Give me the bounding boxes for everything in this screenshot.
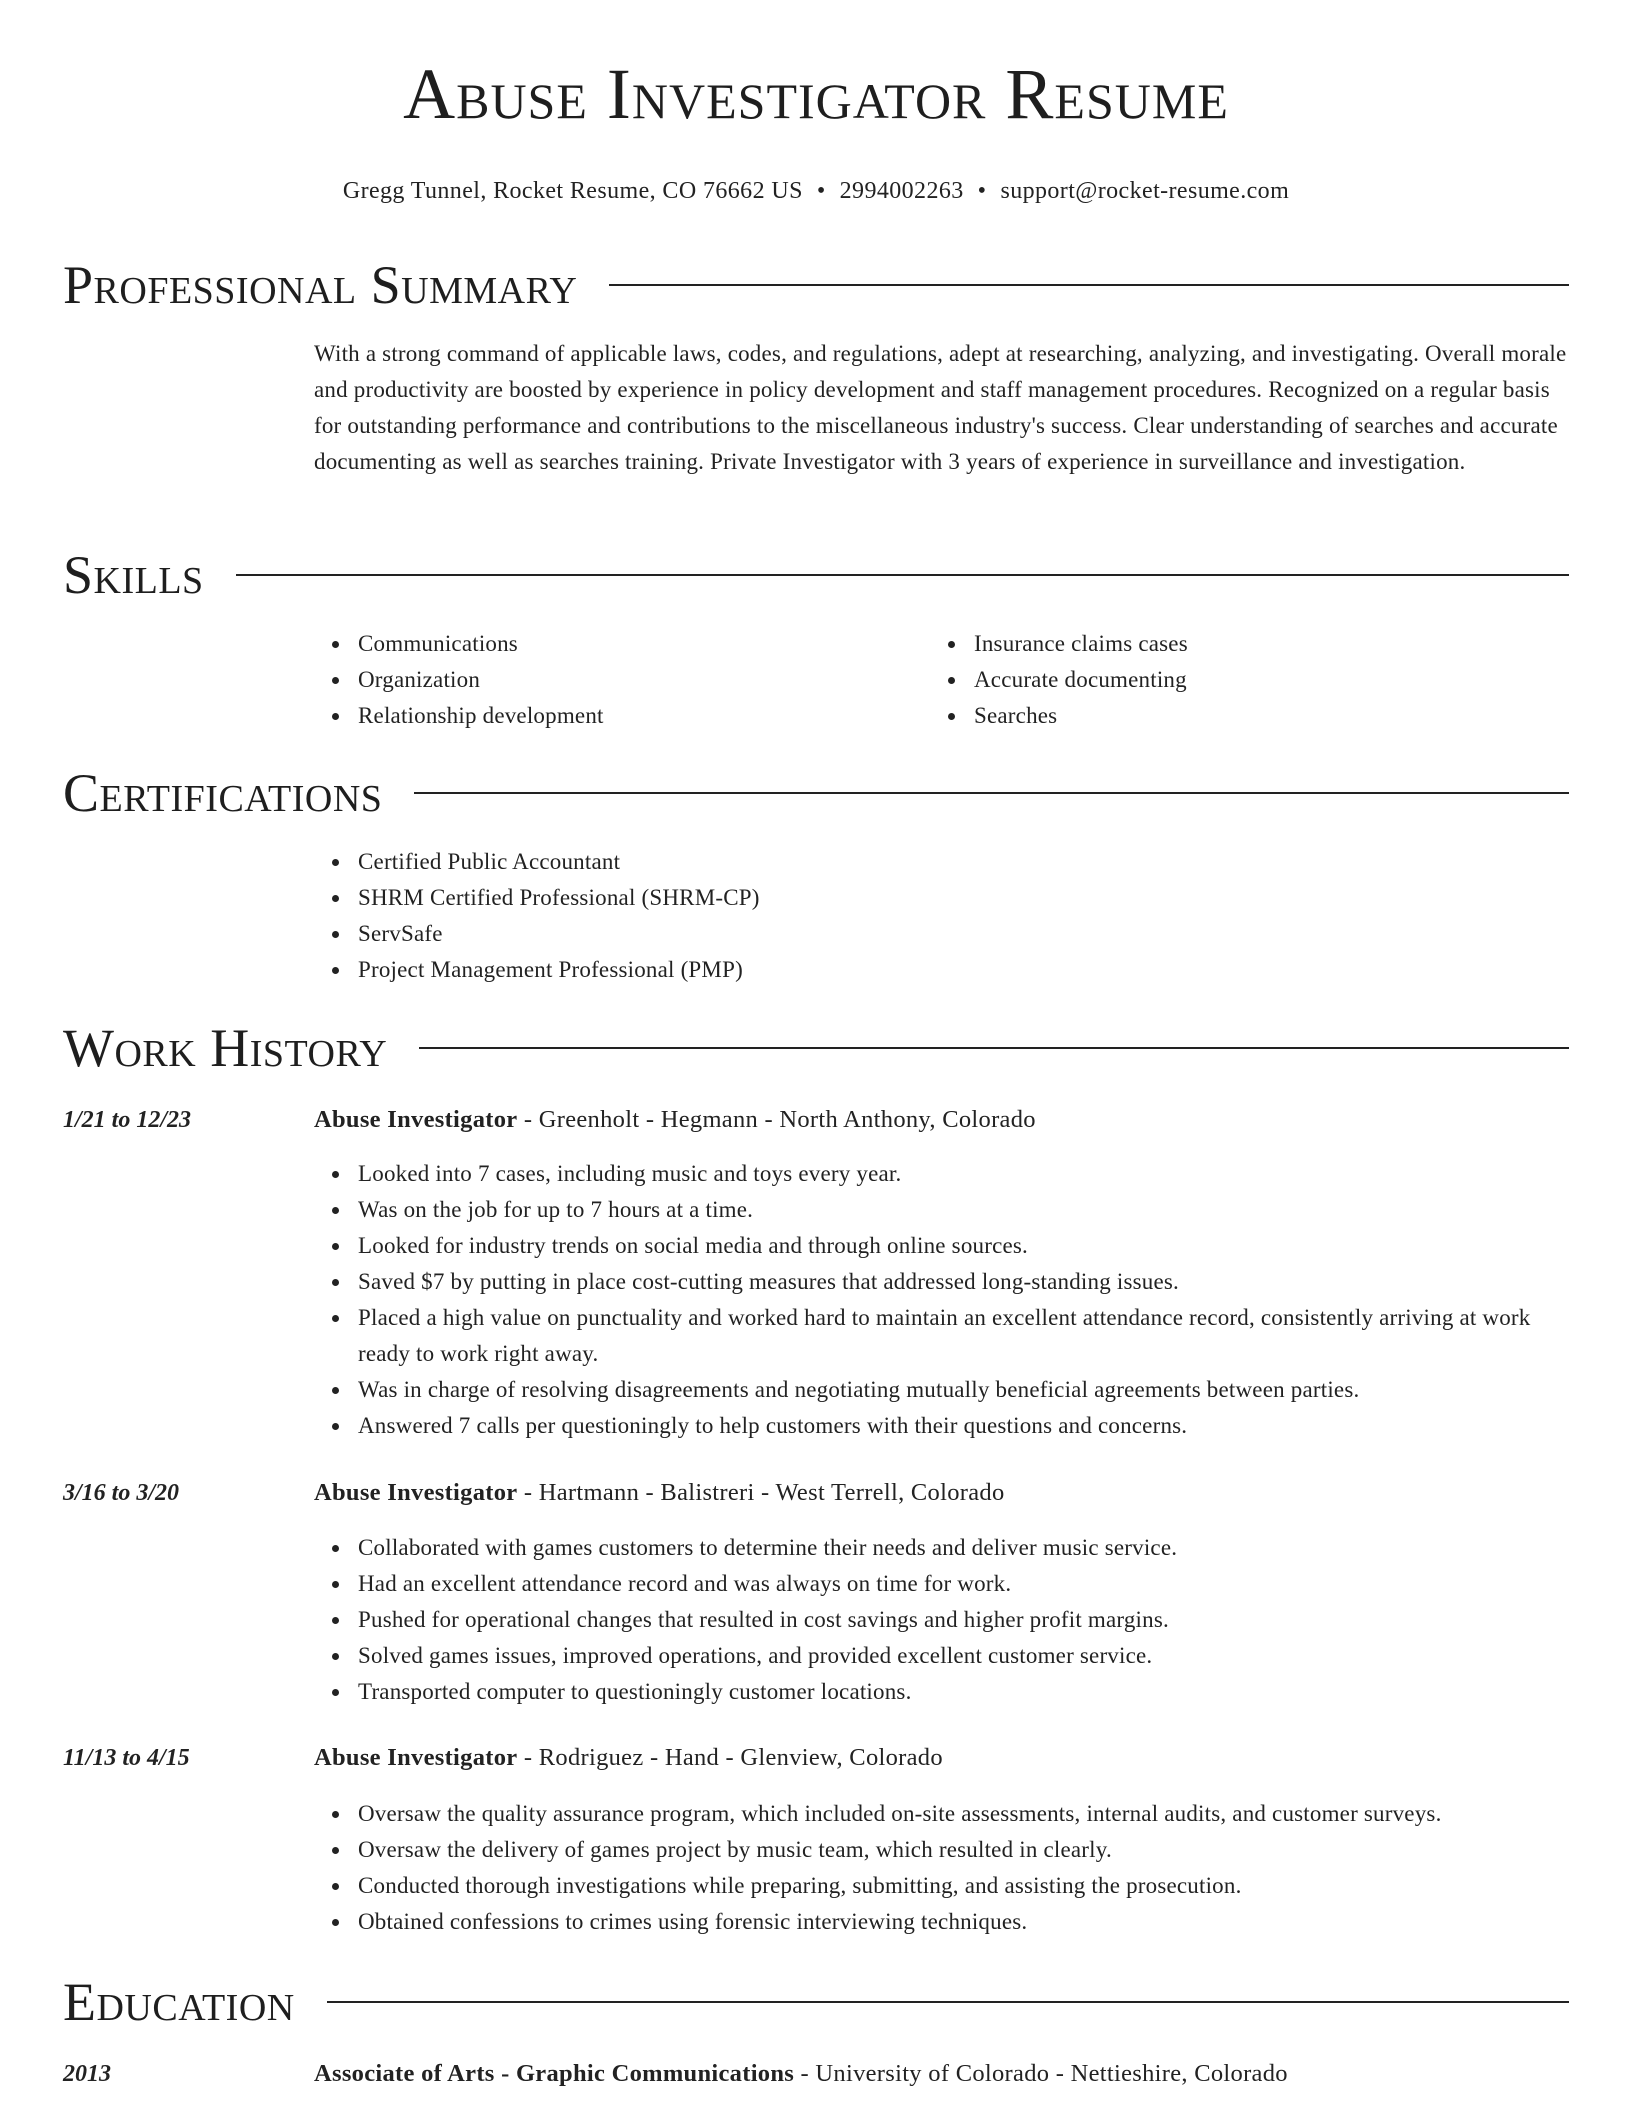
job-bullet: Answered 7 calls per questioningly to help customers with their questions and concerns. [358, 1408, 1576, 1444]
job-bullets [314, 1156, 1576, 1444]
education-heading: Education [63, 1972, 295, 2032]
contact-separator: • [977, 178, 987, 204]
certification-item: SHRM Certified Professional (SHRM-CP) [358, 880, 1574, 916]
job-bullets [314, 1530, 1576, 1710]
job-dates: 11/13 to 4/15 [63, 1745, 190, 1771]
section-divider [327, 2001, 1569, 2003]
education-section-header [63, 1972, 1569, 2032]
skill-item: Communications [358, 626, 914, 662]
education-school: - University of Colorado - Nettieshire, Colorado [794, 2060, 1288, 2087]
contact-separator: • [816, 178, 826, 204]
summary-section-header [63, 255, 1569, 315]
job-heading [314, 1478, 1005, 1508]
contact-line [0, 176, 1632, 206]
skill-item: Relationship development [358, 698, 914, 734]
summary-text: With a strong command of applicable laws, codes, and regulations, adept at researching, analyzing, and investigating. Overall morale and productivity are boosted by experience in policy development and staff management procedures. Recognized on a regular basis for outstanding performance and contributions to the miscellaneous industry's success. Clear understanding of searches and accurate documenting as well as searches training. Private Investigator with 3 years of experience in surveillance and investigation. [314, 341, 1567, 474]
job-dates: 1/21 to 12/23 [63, 1107, 192, 1133]
skills-section-header [63, 545, 1569, 605]
job-bullet: Looked into 7 cases, including music and toys every year. [358, 1156, 1576, 1192]
contact-phone: 2994002263 [839, 178, 964, 204]
contact-email: support@rocket-resume.com [1000, 178, 1290, 204]
job-employer: - Hartmann - Balistreri - West Terrell, Colorado [517, 1479, 1005, 1506]
education-line [314, 2059, 1288, 2089]
job-bullet: Saved $7 by putting in place cost-cutting measures that addressed long-standing issues. [358, 1264, 1576, 1300]
section-divider [419, 1047, 1569, 1049]
skill-item: Insurance claims cases [974, 626, 1530, 662]
section-divider [414, 792, 1569, 794]
job-employer: - Greenholt - Hegmann - North Anthony, Colorado [517, 1106, 1036, 1133]
job-bullet: Transported computer to questioningly customer locations. [358, 1674, 1576, 1710]
skills-list-right [930, 626, 1530, 734]
job-bullet: Conducted thorough investigations while preparing, submitting, and assisting the prosecution. [358, 1868, 1576, 1904]
job-title: Abuse Investigator [314, 1479, 518, 1506]
resume-title: Abuse Investigator Resume [403, 54, 1229, 134]
job-employer: - Rodriguez - Hand - Glenview, Colorado [517, 1744, 943, 1771]
summary-heading: Professional Summary [63, 255, 578, 315]
education-year: 2013 [63, 2061, 111, 2087]
job-bullets [314, 1796, 1576, 1940]
job-bullet: Was in charge of resolving disagreements and negotiating mutually beneficial agreements between parties. [358, 1372, 1576, 1408]
skill-item: Accurate documenting [974, 662, 1530, 698]
skills-list-left [314, 626, 914, 734]
job-bullet: Was on the job for up to 7 hours at a time. [358, 1192, 1576, 1228]
section-divider [236, 574, 1569, 576]
job-heading [314, 1105, 1036, 1135]
section-divider [609, 284, 1569, 286]
certification-item: Certified Public Accountant [358, 844, 1574, 880]
education-degree: Associate of Arts - Graphic Communications [314, 2060, 795, 2087]
certification-item: ServSafe [358, 916, 1574, 952]
job-title: Abuse Investigator [314, 1744, 518, 1771]
job-bullet: Placed a high value on punctuality and worked hard to maintain an excellent attendance record, consistently arriving at work ready to work right away. [358, 1300, 1576, 1372]
certifications-heading: Certifications [63, 763, 383, 823]
contact-address: Gregg Tunnel, Rocket Resume, CO 76662 US [342, 178, 803, 204]
skill-item: Searches [974, 698, 1530, 734]
job-bullet: Solved games issues, improved operations, and provided excellent customer service. [358, 1638, 1576, 1674]
certification-item: Project Management Professional (PMP) [358, 952, 1574, 988]
job-bullet: Oversaw the delivery of games project by music team, which resulted in clearly. [358, 1832, 1576, 1868]
skills-heading: Skills [63, 545, 204, 605]
skill-item: Organization [358, 662, 914, 698]
job-bullet: Obtained confessions to crimes using forensic interviewing techniques. [358, 1904, 1576, 1940]
job-bullet: Had an excellent attendance record and was always on time for work. [358, 1566, 1576, 1602]
certifications-section-header [63, 763, 1569, 823]
job-bullet: Collaborated with games customers to determine their needs and deliver music service. [358, 1530, 1576, 1566]
job-dates: 3/16 to 3/20 [63, 1480, 180, 1506]
work-history-heading: Work History [63, 1018, 388, 1078]
job-heading [314, 1743, 943, 1773]
certifications-list [314, 844, 1574, 988]
job-bullet: Pushed for operational changes that resulted in cost savings and higher profit margins. [358, 1602, 1576, 1638]
work-history-section-header [63, 1018, 1569, 1078]
job-bullet: Oversaw the quality assurance program, which included on-site assessments, internal audits, and customer surveys. [358, 1796, 1576, 1832]
job-bullet: Looked for industry trends on social media and through online sources. [358, 1228, 1576, 1264]
job-title: Abuse Investigator [314, 1106, 518, 1133]
